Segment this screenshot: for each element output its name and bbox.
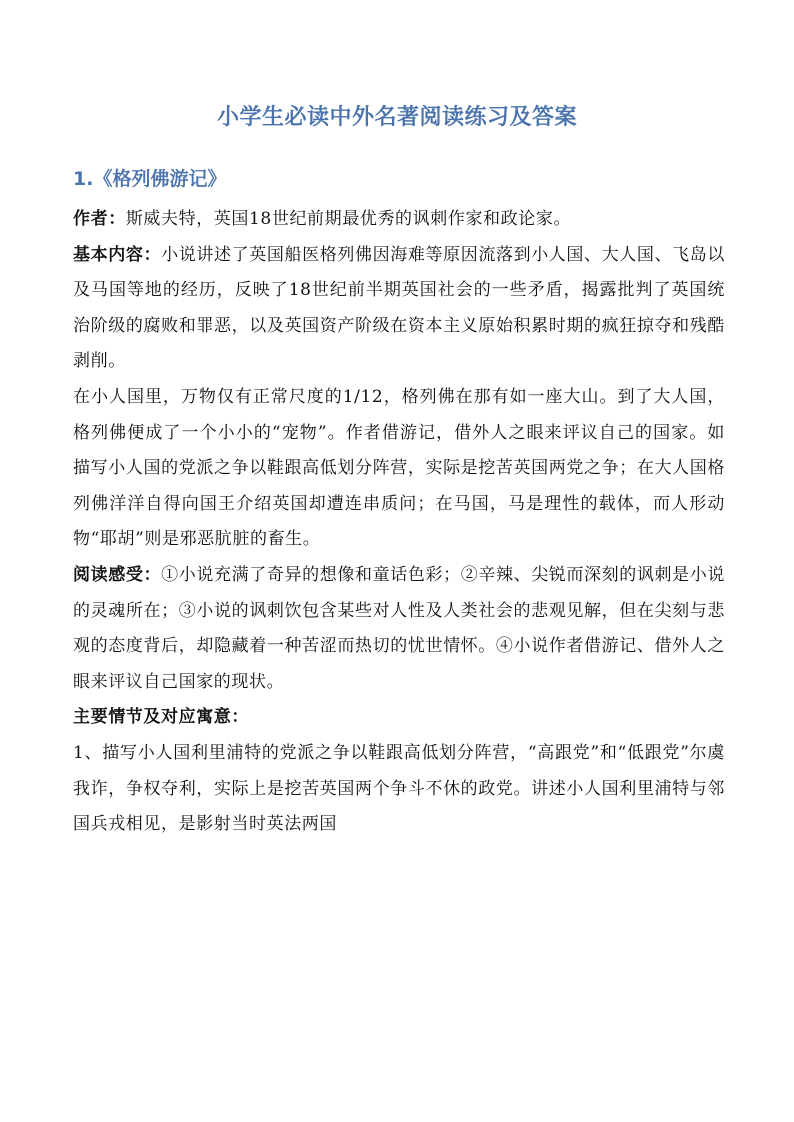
plot-item-1: 1、描写小人国利里浦特的党派之争以鞋跟高低划分阵营，“高跟党”和“低跟党”尔虞我诈，争权夺利，实际上是挖苦英国两个争斗不休的政党。讲述小人国利里浦特与邻国兵戎相见，是影射当时英法两国 xyxy=(73,742,725,835)
reading-feeling-label: 阅读感受： xyxy=(73,564,162,585)
basic-content-text: 小说讲述了英国船医格列佛因海难等原因流落到小人国、大人国、飞岛以及马国等地的经历，反映了18世纪前半期英国社会的一些矛盾，揭露批判了英国统治阶级的腐败和罪恶，以及英国资产阶级在资本主义原始积累时期的疯狂掠夺和残酷剥削。 xyxy=(73,244,726,372)
plot-heading-paragraph xyxy=(73,700,725,736)
plot-heading: 主要情节及对应寓意： xyxy=(73,707,249,728)
reading-feeling-text: ①小说充满了奇异的想像和童话色彩；②辛辣、尖锐而深刻的讽刺是小说的灵魂所在；③小说的讽刺饮包含某些对人性及人类社会的悲观见解，但在尖刻与悲观的态度背后，却隐藏着一种苦涩而热切的忧世情怀。④小说作者借游记、借外人之眼来评议自己国家的现状。 xyxy=(73,564,726,692)
description-paragraph: 在小人国里，万物仅有正常尺度的1/12，格列佛在那有如一座大山。到了大人国，格列佛便成了一个小小的“宠物”。作者借游记，借外人之眼来评议自己的国家。如描写小人国的党派之争以鞋跟高低划分阵营，实际是挖苦英国两党之争；在大人国格列佛洋洋自得向国王介绍英国却遭连串质问；在马国，马是理性的载体，而人形动物“耶胡”则是邪恶肮脏的畜生。 xyxy=(73,386,725,550)
author-paragraph xyxy=(73,202,725,238)
section-heading: 1.《格列佛游记》 xyxy=(73,168,227,190)
author-label: 作者： xyxy=(73,209,126,229)
author-text: 斯威夫特，英国18世纪前期最优秀的讽刺作家和政论家。 xyxy=(125,209,572,229)
basic-content-paragraph xyxy=(73,238,725,380)
document-title: 小学生必读中外名著阅读练习及答案 xyxy=(216,105,577,130)
document-body xyxy=(73,202,725,843)
basic-content-label: 基本内容： xyxy=(73,244,162,265)
reading-feeling-paragraph xyxy=(73,558,725,700)
